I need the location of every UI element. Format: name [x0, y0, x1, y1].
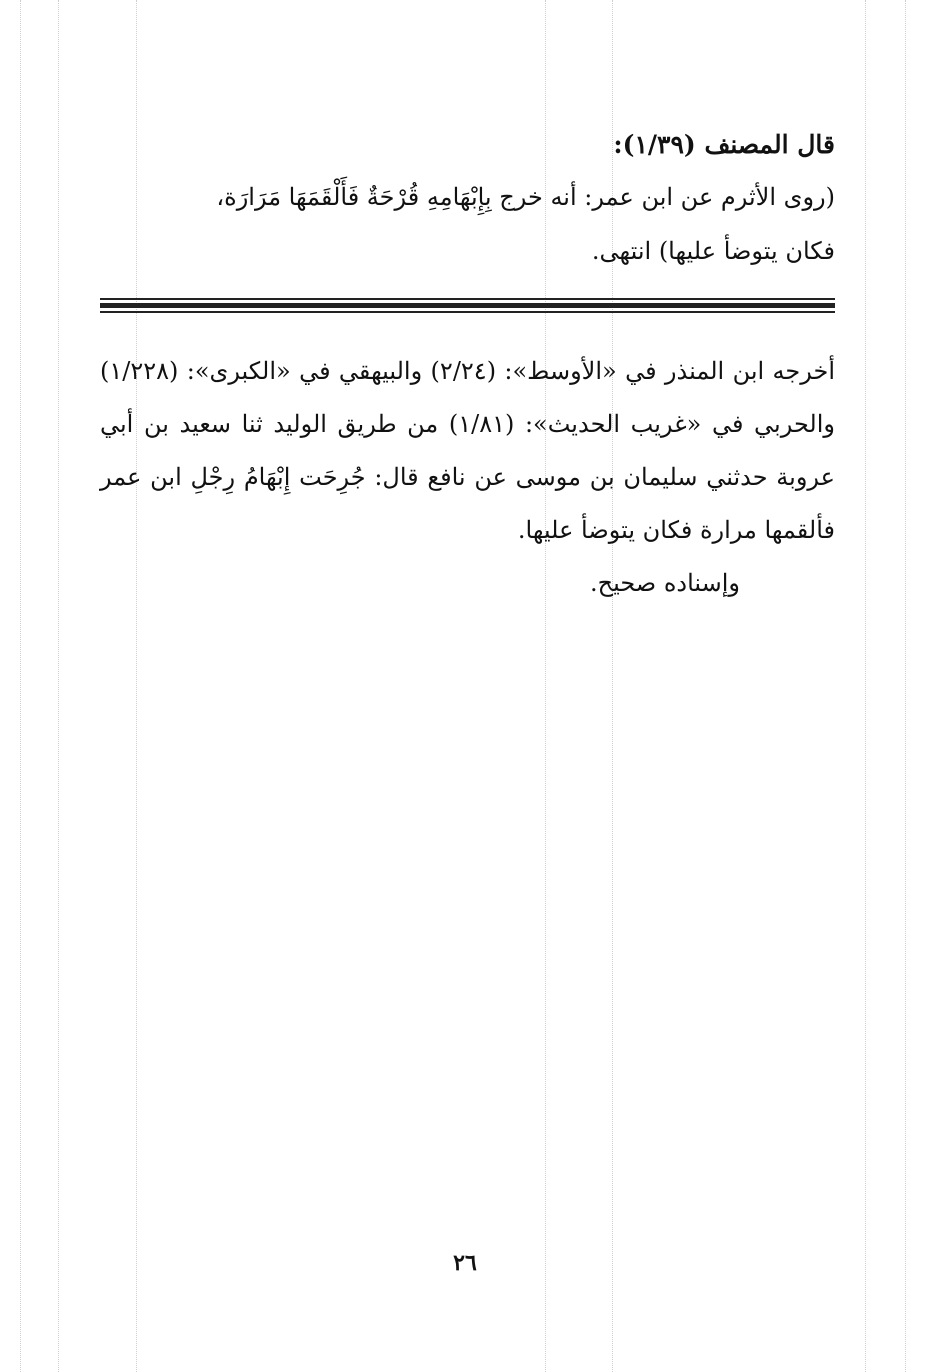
footnote-block — [100, 345, 835, 610]
section-heading: قال المصنف (١/٣٩): — [613, 130, 835, 159]
scan-artifact — [58, 0, 59, 1372]
quoted-text — [100, 170, 835, 278]
footnote-paragraph: أخرجه ابن المنذر في «الأوسط»: (٢/٢٤) والبيهقي في «الكبرى»: (١/٢٢٨) والحربي في «غريب الحديث»: (١/٨١) من طريق الوليد ثنا سعيد بن أبي عروبة حدثني سليمان بن موسى عن نافع قال: جُرِحَت إِبْهَامُ رِجْلِ ابن عمر فألقمها مرارة فكان يتوضأ عليها. — [100, 357, 836, 544]
scan-artifact — [20, 0, 21, 1372]
divider-thin-line — [100, 298, 835, 300]
double-rule-divider — [100, 298, 835, 316]
scan-artifact — [865, 0, 866, 1372]
divider-thin-line — [100, 311, 835, 313]
divider-thick-line — [100, 303, 835, 308]
footnote-verdict: وإسناده صحيح. — [589, 569, 740, 597]
quote-line-2: فكان يتوضأ عليها) انتهى. — [591, 237, 835, 265]
page-number: ٢٦ — [453, 1250, 477, 1276]
scan-artifact — [905, 0, 906, 1372]
quote-line-1: (روى الأثرم عن ابن عمر: أنه خرج بِإِبْهَامِهِ قُرْحَةٌ فَأَلْقَمَهَا مَرَارَة، — [216, 183, 835, 211]
